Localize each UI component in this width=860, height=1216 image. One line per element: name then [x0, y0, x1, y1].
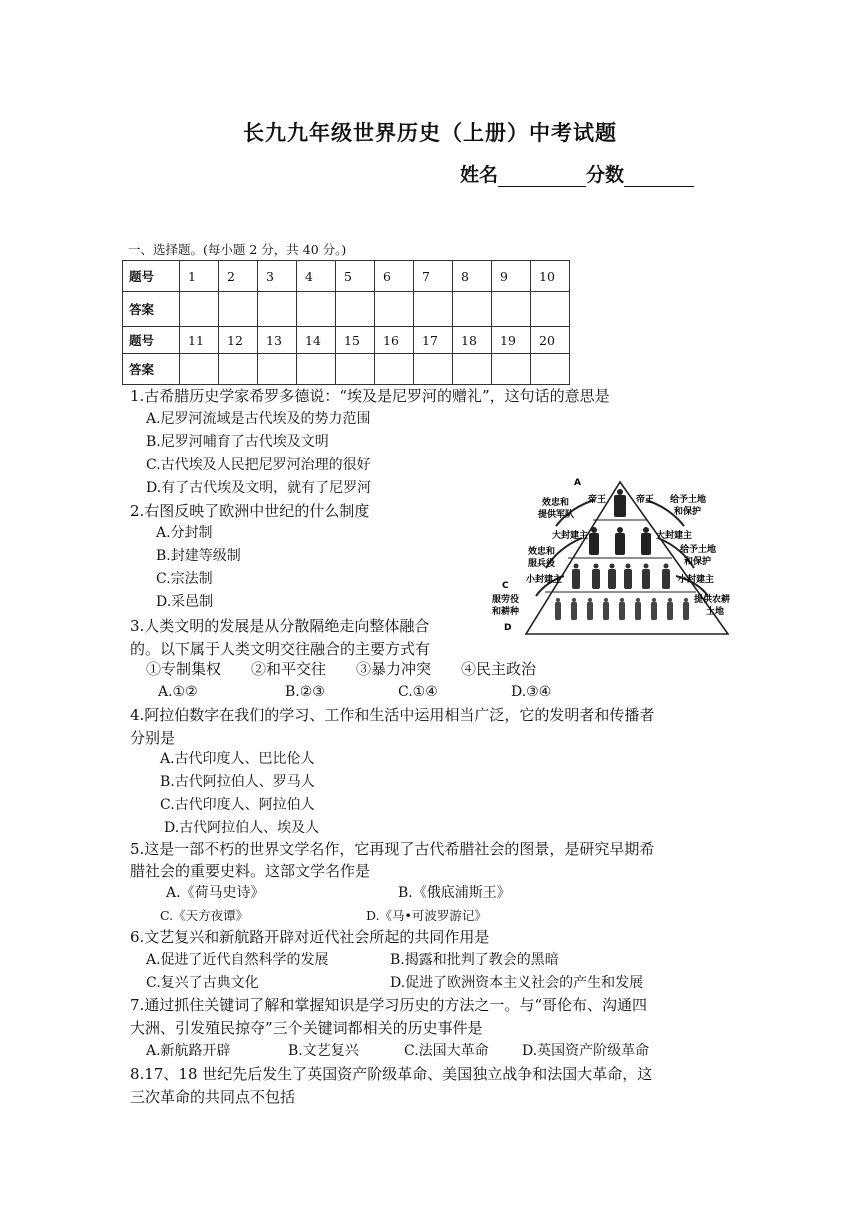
- figure-label: 效忠和: [528, 547, 556, 557]
- figure-label: A: [574, 478, 581, 488]
- question-3-items: ①专制集权 ②和平交往 ③暴力冲突 ④民主政治: [146, 660, 537, 678]
- question-4-option-a[interactable]: A.古代印度人、巴比伦人: [160, 751, 315, 767]
- question-3-stem-line2: 的。以下属于人类文明交往融合的主要方式有: [130, 640, 431, 658]
- answer-cell[interactable]: [453, 354, 492, 385]
- figure-label: 和保护: [674, 507, 702, 517]
- small-lord-figures-icon: [572, 564, 670, 590]
- big-lord-figures-icon: [589, 527, 651, 555]
- figure-label: 大封建主: [656, 531, 693, 541]
- question-1-option-c[interactable]: C.古代埃及人民把尼罗河治理的很好: [146, 457, 371, 473]
- question-1-stem: 1.古希腊历史学家希罗多德说：“埃及是尼罗河的赠礼”，这句话的意思是: [130, 387, 610, 405]
- table-header-cell: 答案: [123, 354, 180, 385]
- answer-cell[interactable]: [180, 354, 219, 385]
- question-number-cell: 13: [258, 327, 297, 354]
- figure-label: 和耕种: [492, 607, 520, 617]
- question-5-stem-line2: 腊社会的重要史料。这部文学名作是: [130, 862, 371, 880]
- question-number-cell: 5: [336, 261, 375, 292]
- answer-cell[interactable]: [258, 292, 297, 327]
- question-number-cell: 11: [180, 327, 219, 354]
- figure-label: 给予土地: [680, 545, 717, 555]
- answer-cell[interactable]: [375, 354, 414, 385]
- question-number-cell: 19: [492, 327, 531, 354]
- answer-cell[interactable]: [492, 354, 531, 385]
- answer-cell[interactable]: [375, 292, 414, 327]
- answer-cell[interactable]: [297, 292, 336, 327]
- question-5-option-c[interactable]: C.《天方夜谭》: [160, 908, 249, 923]
- question-number-cell: 1: [180, 261, 219, 292]
- question-2-stem: 2.右图反映了欧洲中世纪的什么制度: [130, 502, 370, 520]
- answer-cell[interactable]: [531, 354, 570, 385]
- figure-label: 给予土地: [670, 495, 707, 505]
- answer-cell[interactable]: [414, 354, 453, 385]
- score-label: 分数: [586, 164, 625, 186]
- question-number-cell: 16: [375, 327, 414, 354]
- figure-label: 土地: [706, 607, 725, 617]
- name-blank[interactable]: [498, 166, 586, 187]
- question-number-cell: 17: [414, 327, 453, 354]
- question-4-option-c[interactable]: C.古代印度人、阿拉伯人: [160, 797, 315, 813]
- question-number-cell: 7: [414, 261, 453, 292]
- figure-label: 服兵役: [528, 559, 556, 569]
- answer-cell[interactable]: [453, 292, 492, 327]
- answer-cell[interactable]: [531, 292, 570, 327]
- name-label: 姓名: [460, 164, 499, 186]
- question-number-cell: 3: [258, 261, 297, 292]
- question-3-option-d[interactable]: D.③④: [511, 684, 552, 700]
- question-6-option-c[interactable]: C.复兴了古典文化: [146, 975, 259, 991]
- question-6-option-d[interactable]: D.促进了欧洲资本主义社会的产生和发展: [390, 975, 644, 991]
- question-7-option-c[interactable]: C.法国大革命: [404, 1043, 489, 1059]
- question-3-option-b[interactable]: B.②③: [285, 684, 325, 700]
- peasant-figures-icon: [555, 598, 689, 620]
- question-number-cell: 18: [453, 327, 492, 354]
- question-number-cell: 8: [453, 261, 492, 292]
- name-score-line: [460, 160, 694, 187]
- answer-cell[interactable]: [180, 292, 219, 327]
- figure-label: 帝王: [636, 495, 655, 505]
- figure-label: C: [502, 581, 509, 591]
- question-3-option-a[interactable]: A.①②: [158, 684, 198, 700]
- question-7-option-d[interactable]: D.英国资产阶级革命: [522, 1043, 650, 1059]
- question-8-stem-line1: 8.17、18 世纪先后发生了英国资产阶级革命、美国独立战争和法国大革命，这: [130, 1065, 653, 1083]
- question-1-option-d[interactable]: D.有了古代埃及文明，就有了尼罗河: [146, 480, 372, 496]
- question-7-stem-line1: 7.通过抓住关键词了解和掌握知识是学习历史的方法之一。与“哥伦布、沟通四: [130, 996, 647, 1014]
- question-1-option-a[interactable]: A.尼罗河流域是古代埃及的势力范围: [146, 411, 371, 427]
- question-number-cell: 12: [219, 327, 258, 354]
- question-7-option-b[interactable]: B.文艺复兴: [288, 1043, 359, 1059]
- question-2-option-d[interactable]: D.采邑制: [156, 594, 214, 610]
- question-number-cell: 9: [492, 261, 531, 292]
- question-number-cell: 2: [219, 261, 258, 292]
- question-6-option-a[interactable]: A.促进了近代自然科学的发展: [146, 952, 329, 968]
- question-4-option-d[interactable]: D.古代阿拉伯人、埃及人: [164, 820, 320, 836]
- answer-cell[interactable]: [219, 354, 258, 385]
- question-2-option-b[interactable]: B.封建等级制: [156, 548, 241, 564]
- answer-cell[interactable]: [297, 354, 336, 385]
- question-number-cell: 6: [375, 261, 414, 292]
- question-number-cell: 15: [336, 327, 375, 354]
- section-heading: 一、选择题。(每小题 2 分，共 40 分。): [128, 242, 347, 257]
- table-header-cell: 题号: [123, 261, 180, 292]
- question-4-stem-line1: 4.阿拉伯数字在我们的学习、工作和生活中运用相当广泛，它的发明者和传播者: [130, 706, 655, 724]
- question-3-stem-line1: 3.人类文明的发展是从分散隔绝走向整体融合: [130, 617, 430, 635]
- emperor-figure-icon: [614, 489, 626, 517]
- answer-cell[interactable]: [336, 354, 375, 385]
- answer-cell[interactable]: [414, 292, 453, 327]
- figure-label: 小封建主: [526, 575, 563, 585]
- question-2-option-a[interactable]: A.分封制: [156, 525, 213, 541]
- question-6-stem: 6.文艺复兴和新航路开辟对近代社会所起的共同作用是: [130, 928, 490, 946]
- answer-cell[interactable]: [258, 354, 297, 385]
- question-4-stem-line2: 分别是: [130, 729, 176, 747]
- question-5-option-b[interactable]: B.《俄底浦斯王》: [398, 885, 511, 901]
- feudal-hierarchy-figure: [490, 478, 734, 638]
- figure-label: 和保护: [684, 557, 712, 567]
- score-blank[interactable]: [624, 166, 694, 187]
- page-title: 长九九年级世界历史（上册）中考试题: [243, 121, 617, 145]
- question-4-option-b[interactable]: B.古代阿拉伯人、罗马人: [160, 774, 315, 790]
- figure-label: 小封建主: [678, 575, 715, 585]
- figure-label: D: [504, 623, 512, 633]
- figure-label: 提供农耕: [694, 595, 731, 605]
- figure-label: 服劳役: [492, 595, 520, 605]
- question-6-option-b[interactable]: B.揭露和批判了教会的黑暗: [390, 952, 559, 968]
- answer-cell[interactable]: [492, 292, 531, 327]
- question-number-cell: 14: [297, 327, 336, 354]
- question-2-option-c[interactable]: C.宗法制: [156, 571, 213, 587]
- figure-label: 提供军队: [538, 510, 575, 520]
- answer-cell[interactable]: [336, 292, 375, 327]
- table-header-cell: 答案: [123, 292, 180, 327]
- question-7-stem-line2: 大洲、引发殖民掠夺”三个关键词都相关的历史事件是: [130, 1019, 483, 1037]
- question-3-option-c[interactable]: C.①④: [398, 684, 438, 700]
- question-5-option-a[interactable]: A.《荷马史诗》: [166, 885, 265, 901]
- question-7-option-a[interactable]: A.新航路开辟: [146, 1043, 231, 1059]
- figure-label: 大封建主: [552, 531, 589, 541]
- question-1-option-b[interactable]: B.尼罗河哺育了古代埃及文明: [146, 434, 329, 450]
- question-5-stem-line1: 5.这是一部不朽的世界文学名作，它再现了古代希腊社会的图景，是研究早期希: [130, 840, 655, 858]
- answer-table: [122, 260, 570, 385]
- question-number-cell: 10: [531, 261, 570, 292]
- answer-cell[interactable]: [219, 292, 258, 327]
- question-number-cell: 20: [531, 327, 570, 354]
- question-number-cell: 4: [297, 261, 336, 292]
- question-8-stem-line2: 三次革命的共同点不包括: [130, 1088, 296, 1106]
- figure-label: 帝王: [588, 495, 607, 505]
- table-header-cell: 题号: [123, 327, 180, 354]
- figure-label: 效忠和: [542, 498, 570, 508]
- question-5-option-d[interactable]: D.《马•可波罗游记》: [366, 908, 487, 923]
